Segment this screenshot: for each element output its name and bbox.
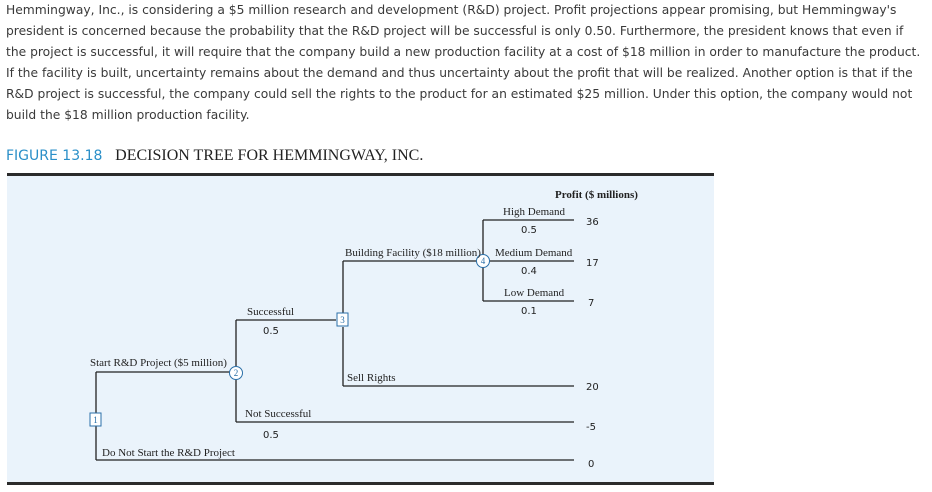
decision-tree-diagram xyxy=(7,176,714,482)
chance-node-4-label: 4 xyxy=(480,256,486,266)
figure-title: DECISION TREE FOR HEMMINGWAY, INC. xyxy=(115,147,424,164)
medium-demand-probability: 0.4 xyxy=(521,266,537,277)
profit-do-not-start: 0 xyxy=(588,459,595,470)
profit-header: Profit ($ millions) xyxy=(555,189,638,201)
figure-caption xyxy=(6,146,423,165)
do-not-start-branch-label: Do Not Start the R&D Project xyxy=(102,447,235,459)
successful-probability: 0.5 xyxy=(263,326,279,337)
high-demand-branch-label: High Demand xyxy=(503,206,566,218)
decision-node-3-label: 3 xyxy=(340,315,345,325)
profit-high-demand: 36 xyxy=(586,217,599,228)
start-branch-label: Start R&D Project ($5 million) xyxy=(90,357,227,369)
profit-sell-rights: 20 xyxy=(586,382,599,393)
successful-branch-label: Successful xyxy=(247,306,295,318)
figure-number: FIGURE 13.18 xyxy=(6,148,103,164)
sell-rights-branch-label: Sell Rights xyxy=(347,372,396,384)
medium-demand-branch-label: Medium Demand xyxy=(495,247,573,259)
low-demand-branch-label: Low Demand xyxy=(504,287,565,299)
not-successful-branch-label: Not Successful xyxy=(245,408,312,420)
high-demand-probability: 0.5 xyxy=(521,225,537,236)
low-demand-probability: 0.1 xyxy=(521,306,537,317)
profit-medium-demand: 17 xyxy=(586,258,599,269)
decision-node-1-label: 1 xyxy=(93,415,98,425)
problem-text: Hemmingway, Inc., is considering a $5 million research and development (R&D) project. Profit projections appear promising, but Hemmingway's president is concerned because the probability that the R&D project will be successful is only 0.50. Furthermore, the president knows that even if the project is successful, it will require that the company build a new production facility at a cost of $18 million in order to manufacture the product. If the facility is built, uncertainty remains about the demand and thus uncertainty about the profit that will be realized. Another option is that if the R&D project is successful, the company could sell the rights to the product for an estimated $25 million. Under this option, the company would not build the $18 million production facility. xyxy=(6,3,921,122)
decision-tree-figure xyxy=(7,173,714,485)
not-successful-probability: 0.5 xyxy=(263,430,279,441)
chance-node-2-label: 2 xyxy=(233,368,239,378)
building-facility-branch-label: Building Facility ($18 million) xyxy=(345,247,481,259)
profit-not-successful: -5 xyxy=(586,422,596,433)
profit-low-demand: 7 xyxy=(588,298,595,309)
